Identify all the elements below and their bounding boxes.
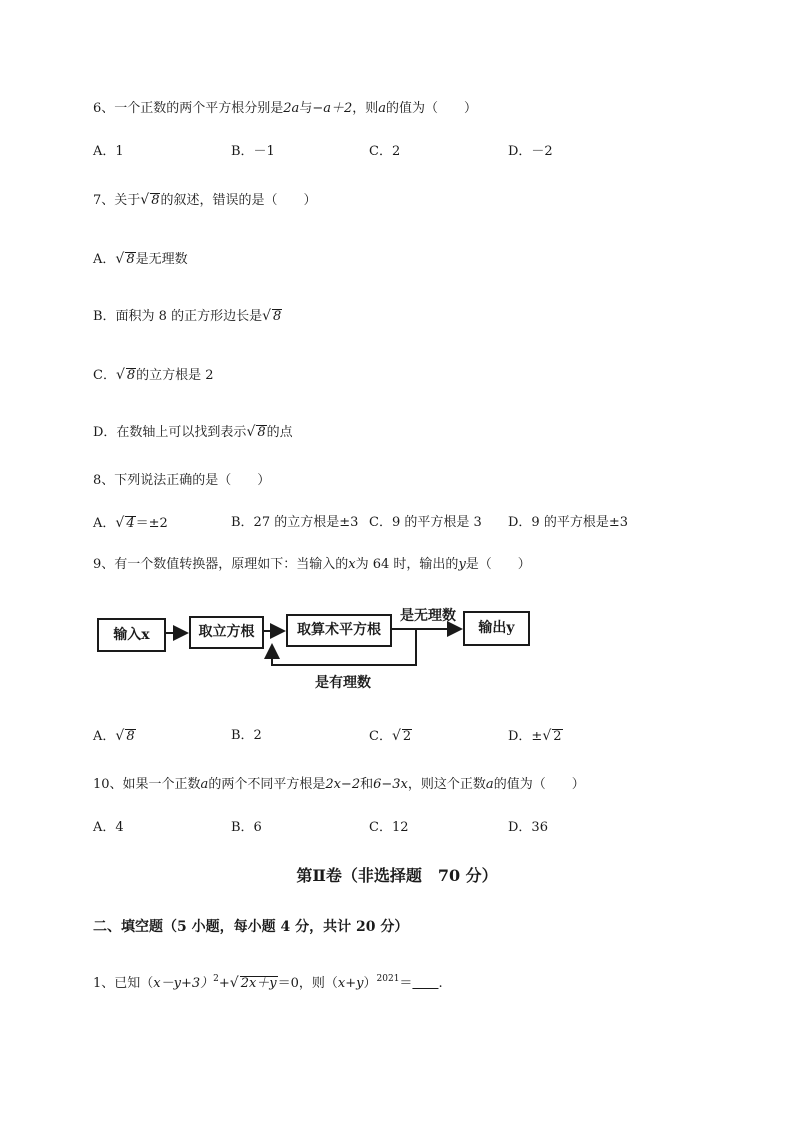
answer-blank[interactable]: ＿＿ (412, 976, 439, 991)
flow-irrational-label: 是无理数 (400, 608, 456, 624)
part-2-title: 第Ⅱ卷（非选择题 70 分） (296, 866, 498, 885)
fill-in-section-heading: 二、填空题（5 小题，每小题 4 分，共计 20 分） (93, 919, 409, 935)
q6-option-c: C．2 (369, 144, 401, 159)
q8-option-a: A．√ 4＝±2 (93, 515, 168, 531)
q7-option-b: B．面积为 8 的正方形边长是√ 8 (93, 308, 282, 324)
q8-option-b: B．27 的立方根是±3 (231, 515, 359, 530)
flow-input-box: 输入x (97, 618, 166, 652)
flow-square-root-box: 取算术平方根 (286, 614, 392, 647)
flow-rational-label: 是有理数 (315, 675, 371, 691)
q10-option-a: A．4 (93, 820, 124, 835)
q9-option-b: B．2 (231, 728, 262, 743)
flow-output-box: 输出y (463, 611, 530, 646)
q9-option-a: A．√ 8 (93, 728, 135, 744)
q8-option-c: C．9 的平方根是 3 (369, 515, 482, 530)
q7-option-c: C．√ 8的立方根是 2 (93, 367, 214, 383)
q10-option-c: C．12 (369, 820, 409, 835)
q6-option-d: D．－2 (508, 144, 553, 159)
question-6-stem: 6、一个正数的两个平方根分别是2a与−a＋2，则a的值为（ ） (93, 101, 478, 116)
question-7-stem: 7、关于√ 8的叙述，错误的是（ ） (93, 192, 317, 208)
q7-option-d: D．在数轴上可以找到表示√ 8的点 (93, 424, 293, 440)
question-8-stem: 8、下列说法正确的是（ ） (93, 473, 271, 488)
q6-option-a: A．1 (93, 144, 124, 159)
q7-option-a: A．√ 8是无理数 (93, 251, 188, 267)
q10-option-d: D．36 (508, 820, 548, 835)
q8-option-d: D．9 的平方根是±3 (508, 515, 628, 530)
question-10-stem: 10、如果一个正数a的两个不同平方根是2x−2和6−3x，则这个正数a的值为（ ） (93, 777, 585, 792)
q6-option-b: B．－1 (231, 144, 275, 159)
q9-option-c: C．√ 2 (369, 728, 412, 744)
q9-option-d: D．±√ 2 (508, 728, 562, 744)
q10-option-b: B．6 (231, 820, 262, 835)
fill-in-question-1: 1、已知$(x-y+3)^2+√$ 2x＋y＝0，则$(x+y)^{2021}=\_\_$. (93, 974, 443, 991)
flow-cube-root-box: 取立方根 (189, 616, 264, 649)
question-9-stem: 9、有一个数值转换器，原理如下：当输入的x为 64 时，输出的y是（ ） (93, 557, 531, 572)
